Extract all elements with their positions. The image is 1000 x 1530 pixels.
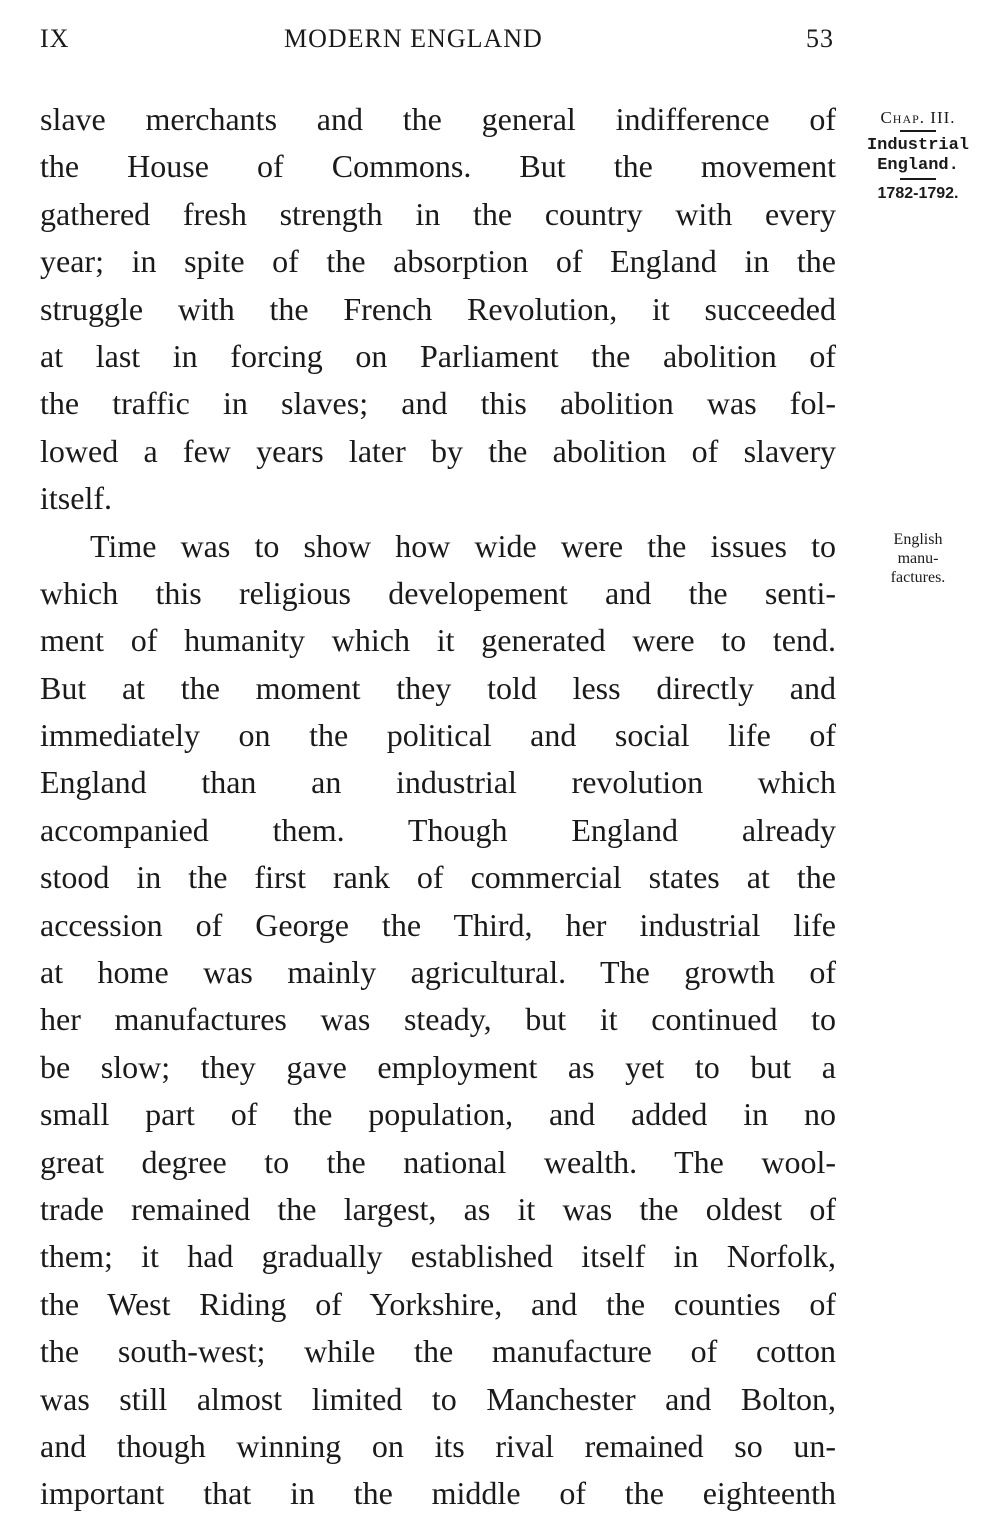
text-line: England than an industrial revolution which xyxy=(40,764,836,801)
text-line: year; in spite of the absorption of England in the xyxy=(40,243,836,280)
text-line: accompanied them. Though England already xyxy=(40,811,836,848)
margin-note-topic xyxy=(848,530,988,587)
paragraph-1 xyxy=(40,96,836,523)
chapter-number: IX xyxy=(40,24,70,53)
paragraph-2 xyxy=(40,523,836,1518)
text-line: Time was to show how wide were the issues to xyxy=(90,527,836,564)
book-title: MODERN ENGLAND xyxy=(284,24,543,53)
text-line: the West Riding of Yorkshire, and the counties of xyxy=(40,1285,836,1322)
margin-dates: 1782-1792. xyxy=(877,185,959,202)
text-line: them; it had gradually established itself in Norfolk, xyxy=(40,1238,836,1275)
margin-rule xyxy=(900,178,936,180)
margin-section-title: Industrial xyxy=(866,136,970,155)
text-line: was still almost limited to Manchester and Bolton, xyxy=(40,1380,836,1417)
body-text xyxy=(40,96,836,1518)
text-line: itself. xyxy=(40,480,112,517)
text-line: great degree to the national wealth. The wool- xyxy=(40,1143,836,1180)
text-line: important that in the middle of the eighteenth xyxy=(40,1475,836,1512)
text-line: at home was mainly agricultural. The growth of xyxy=(40,954,836,991)
running-header xyxy=(0,24,1000,64)
text-line: struggle with the French Revolution, it succeeded xyxy=(40,290,836,327)
text-line: slave merchants and the general indifference of xyxy=(40,101,836,137)
text-line: be slow; they gave employment as yet to but a xyxy=(40,1048,836,1085)
margin-topic: English xyxy=(893,531,943,548)
text-line: and though winning on its rival remained so un- xyxy=(40,1427,836,1464)
text-line: her manufactures was steady, but it continued to xyxy=(40,1001,836,1038)
text-line: But at the moment they told less directly and xyxy=(40,669,836,706)
margin-topic: manu- xyxy=(897,550,939,567)
text-line: the traffic in slaves; and this abolition was fol- xyxy=(40,385,836,422)
text-line: small part of the population, and added in no xyxy=(40,1096,836,1133)
text-line: lowed a few years later by the abolition of slavery xyxy=(40,432,836,469)
margin-rule xyxy=(900,130,936,132)
text-line: at last in forcing on Parliament the abolition of xyxy=(40,337,836,374)
text-line: the House of Commons. But the movement xyxy=(40,148,836,185)
text-line: stood in the first rank of commercial states at the xyxy=(40,859,836,896)
margin-topic: factures. xyxy=(890,569,946,586)
text-line: which this religious developement and the senti- xyxy=(40,574,836,611)
text-line: ment of humanity which it generated were to tend. xyxy=(40,622,836,659)
text-line: the south-west; while the manufacture of cotton xyxy=(40,1333,836,1370)
text-line: trade remained the largest, as it was the oldest of xyxy=(40,1190,836,1227)
margin-section-title: England. xyxy=(877,156,959,175)
text-line: accession of George the Third, her industrial life xyxy=(40,906,836,943)
text-line: immediately on the political and social life of xyxy=(40,717,836,754)
page-number: 53 xyxy=(806,24,834,53)
margin-note-chapter xyxy=(848,108,988,204)
text-line: gathered fresh strength in the country with every xyxy=(40,195,836,232)
margin-chapter-ref: Chap. III. xyxy=(880,108,956,127)
